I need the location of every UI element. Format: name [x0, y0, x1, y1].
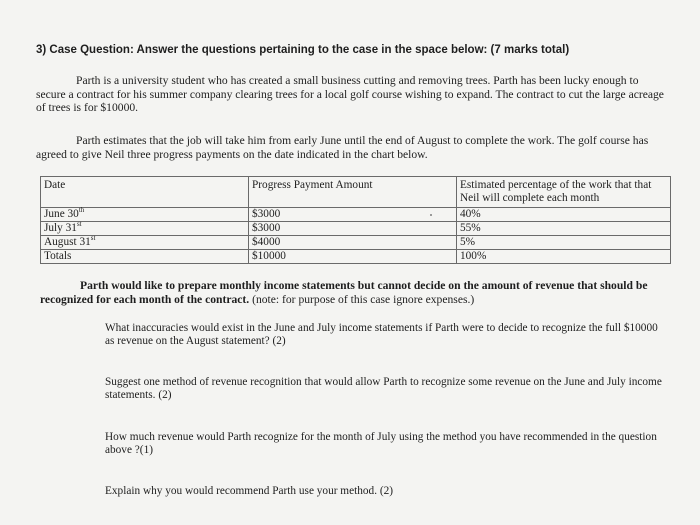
table-row: [41, 236, 671, 250]
cell-amount: $4000: [249, 236, 457, 250]
cell-percent: 55%: [457, 222, 671, 236]
cell-percent: 100%: [457, 250, 671, 264]
cell-date: June 30th: [41, 208, 249, 222]
question-4: Explain why you would recommend Parth use your method. (2): [105, 485, 394, 497]
case-paragraph-1: Parth is a university student who has created a small business cutting and removing trees. Parth has been lucky enough to secure a contract for his summer company clearing trees for a local golf course wishing to expand. The contract to cut the large acreage of trees is for $10000.: [36, 74, 664, 114]
case-paragraph-2: Parth estimates that the job will take him from early June until the end of August to complete the work. The golf course has agreed to give Neil three progress payments on the date indicated in the chart below.: [36, 134, 649, 161]
cell-amount: $10000: [249, 250, 457, 264]
progress-payment-table: [40, 176, 671, 264]
case-note: [40, 279, 670, 306]
question-heading: 3) Case Question: Answer the questions pertaining to the case in the space below: (7 marks total): [36, 44, 570, 56]
note-rest: (note: for purpose of this case ignore expenses.): [249, 292, 475, 306]
note-lead: Parth would like to prepare monthly income statements but cannot decide on the amount of revenue that should be recognized for each month of the contract.: [40, 279, 648, 306]
table-row: [41, 208, 671, 222]
cell-amount: $3000: [249, 222, 457, 236]
header-date: Date: [41, 177, 249, 208]
cell-date: July 31st: [41, 222, 249, 236]
question-3: How much revenue would Parth recognize for the month of July using the method you have recommended in the question above ?(1): [105, 431, 657, 457]
cell-amount: $3000: [249, 208, 457, 222]
cell-percent: 5%: [457, 236, 671, 250]
header-percentage: Estimated percentage of the work that that Neil will complete each month: [457, 177, 671, 208]
cell-date: August 31st: [41, 236, 249, 250]
question-2: Suggest one method of revenue recognition that would allow Parth to recognize some revenue on the June and July income statements. (2): [105, 376, 662, 402]
header-payment-amount: Progress Payment Amount: [249, 177, 457, 208]
cell-percent: 40%: [457, 208, 671, 222]
table-header-row: [41, 177, 671, 208]
cell-date: Totals: [41, 250, 249, 264]
table-row-totals: [41, 250, 671, 264]
table-row: [41, 222, 671, 236]
stray-mark: [430, 214, 432, 216]
question-1: What inaccuracies would exist in the June and July income statements if Parth were to decide to recognize the full $10000 as revenue on the August statement? (2): [105, 322, 658, 348]
